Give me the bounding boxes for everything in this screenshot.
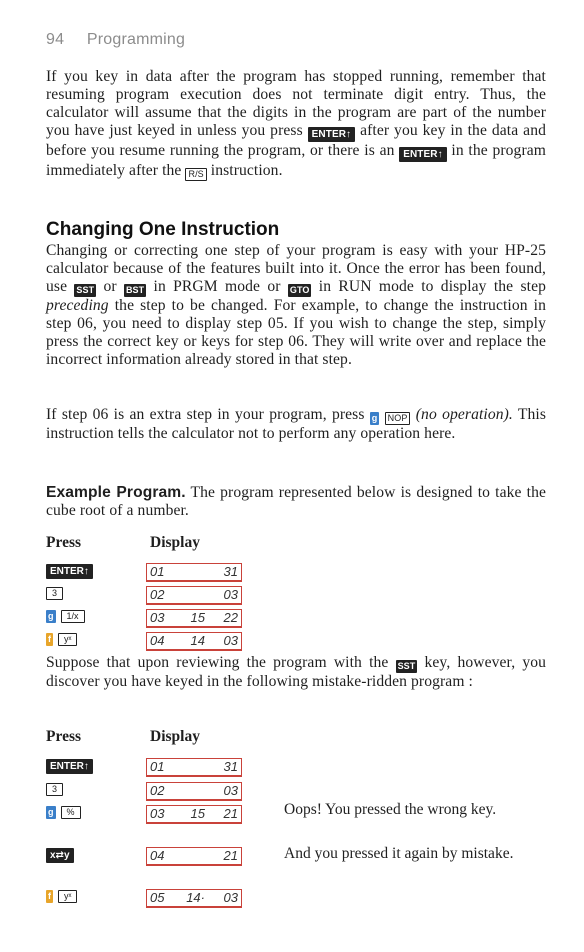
sst-key-icon: SST [397,661,416,671]
table-note: Oops! You pressed the wrong key. [284,801,497,818]
display-c2: 31 [223,759,238,774]
reciprocal-key-icon: 1/x [61,610,85,623]
display-step: 01 [150,564,165,579]
press-keys [46,633,77,646]
display-c2: 22 [223,610,238,625]
table2-press-header: Press [46,728,82,745]
table-row [46,758,546,778]
display-c2: 03 [223,890,238,905]
display-c2: 03 [223,587,238,602]
sst-key-icon: SST [76,285,95,295]
display-readout [146,805,242,824]
page-header [46,31,185,49]
f-key-icon: f [48,634,51,644]
display-c1: 15 [190,806,205,821]
enter-key-icon: ENTER↑ [46,759,93,774]
press-keys [46,564,93,579]
display-step: 04 [150,848,165,863]
display-c2: 21 [223,848,238,863]
section-title: Programming [86,31,186,48]
section-heading: Changing One Instruction [46,219,280,240]
display-step: 02 [150,587,165,602]
run-stop-key-icon: R/S [185,168,206,181]
press-keys [46,610,85,623]
bst-key-icon: BST [125,285,145,295]
table1-press-header: Press [46,534,82,551]
gto-key-icon: GTO [289,285,310,295]
percent-key-icon: % [61,806,81,819]
display-c1: 14· [186,890,205,905]
display-step: 04 [150,633,165,648]
press-keys [46,587,63,600]
press-keys [46,890,77,903]
display-readout [146,847,242,866]
enter-key-icon: ENTER↑ [46,564,93,579]
display-step: 05 [150,890,165,905]
display-readout [146,782,242,801]
paragraph-resume-execution: If you key in data after the program has stopped running, remember that resuming program execution does not terminate digit entry. Thus, the calculator will assume that the digits in the program are part of the number you have just keyed in unless you press ENTER↑ after you key in the data and before you resume running the program, or there is an ENTER↑ in the program immediately after the R/S instruction. [46,68,546,179]
table-row [46,889,546,909]
table2-display-header: Display [150,728,200,745]
page-number: 94 [46,31,65,48]
display-step: 03 [150,610,165,625]
digit-3-key-icon: 3 [46,587,63,600]
display-readout [146,632,242,651]
table-row [46,609,546,629]
display-readout [146,889,242,908]
display-step: 01 [150,759,165,774]
g-key-icon: g [48,611,54,621]
table1-display-header: Display [150,534,200,551]
press-keys [46,783,63,796]
display-c2: 21 [223,806,238,821]
paragraph-extra-step: If step 06 is an extra step in your program, press g NOP (no operation). This instruction tells the calculator not to perform any operation here. [46,406,547,442]
table-row [46,586,546,606]
f-key-icon: f [48,891,51,901]
display-c2: 03 [223,783,238,798]
nop-key-icon: NOP [385,412,411,425]
enter-key-icon: ENTER↑ [399,147,447,162]
press-keys [46,759,93,774]
table-row [46,782,546,802]
power-key-icon: yˣ [58,633,77,646]
table-note: And you pressed it again by mistake. [284,845,514,862]
paragraph-example-program: Example Program. The program represented below is designed to take the cube root of a number. [46,484,546,519]
digit-3-key-icon: 3 [46,783,63,796]
g-key-icon: g [48,807,54,817]
display-c2: 03 [223,633,238,648]
paragraph-changing-instruction: Changing or correcting one step of your program is easy with your HP-25 calculator because of the features built into it. Once the error has been found, use SST or BST in PRGM mode or GTO in RUN mode to display the step preceding the step to be changed. For example, to change the instruction in step 06, you need to display step 05. If you wish to change the step, simply press the correct key or keys for step 06. They will write over and replace the incorrect information already stored in that step. [46,242,546,368]
enter-key-icon: ENTER↑ [308,127,356,142]
display-readout [146,563,242,582]
display-step: 03 [150,806,165,821]
display-c1: 14 [190,633,205,648]
press-keys [46,806,81,819]
display-step: 02 [150,783,165,798]
press-keys [46,848,74,863]
example-runin: Example Program. [46,484,186,501]
display-readout [146,586,242,605]
display-c1: 15 [190,610,205,625]
swap-xy-key-icon: x⇄y [46,848,74,863]
display-readout [146,609,242,628]
display-readout [146,758,242,777]
g-key-icon: g [371,413,378,423]
paragraph-mistake: Suppose that upon reviewing the program with the SST key, however, you discover you have keyed in the following mistake-ridden program : [46,654,547,690]
power-key-icon: yˣ [58,890,77,903]
table-row [46,563,546,583]
display-c2: 31 [223,564,238,579]
table-row [46,632,546,652]
